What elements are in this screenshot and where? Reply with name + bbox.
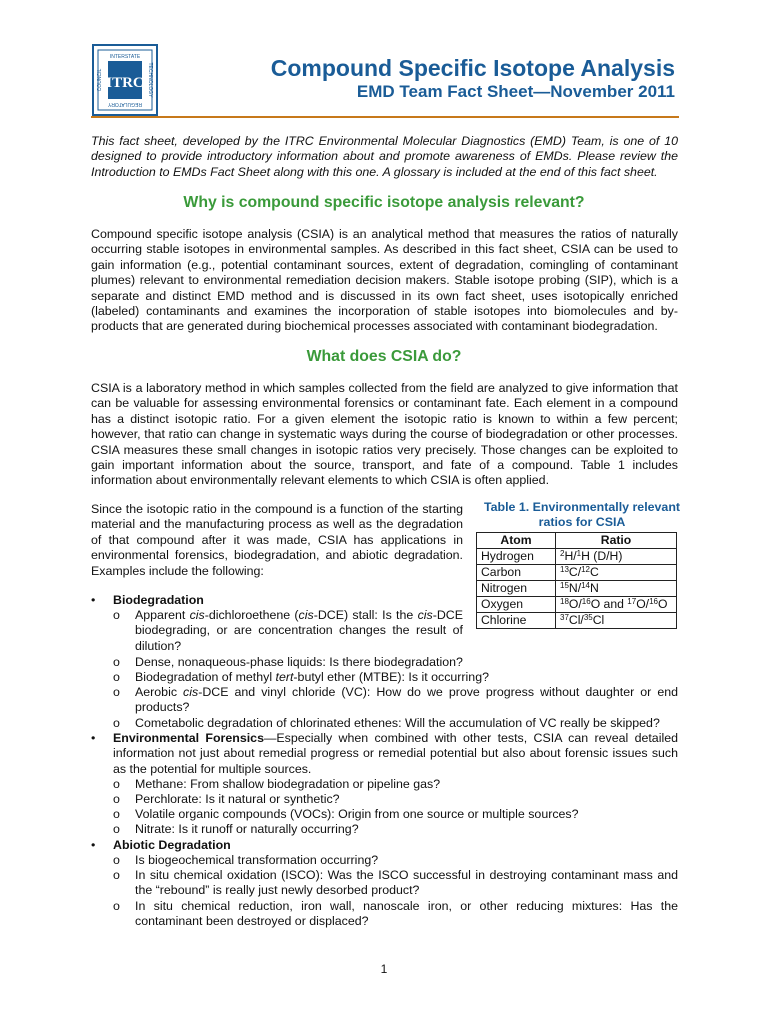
bullet-dot: • xyxy=(91,593,96,607)
intro-paragraph: This fact sheet, developed by the ITRC Environmental Molecular Diagnostics (EMD) Team, is one of 10 designed to provide introductory information about and promote awareness of EMDs. Please review the Introduction to EMDs Fact Sheet along with this one. A glossary is included at the end of this fact sheet. xyxy=(91,134,678,179)
table-row xyxy=(477,565,677,581)
section-what-body: CSIA is a laboratory method in which samples collected from the field are analyzed to give information that can be valuable for assessing environmental forensics or contaminant fate. Each element in a compound has a distinct isotopic ratio. For a given element the isotopic ratio is known to within a few percent; however, that ratio can change in systematic ways during the course of biodegradation or other processes. CSIA measures these small changes in isotopic ratios very precisely. Those changes can be exploited to gain important information about the source, transport, and fate of a compound. Table 1 includes information about environmentally relevant elements to which CSIA is often applied. xyxy=(91,381,678,488)
section-heading-what: What does CSIA do? xyxy=(306,348,462,365)
table-cell-ratio: $^{15}$N/$^{14}$N xyxy=(556,581,677,597)
itrc-logo xyxy=(92,44,158,116)
table-cell-atom: Carbon xyxy=(477,565,556,581)
table-header-ratio: Ratio xyxy=(556,533,677,549)
page-title: Compound Specific Isotope Analysis xyxy=(270,55,675,81)
table-cell-ratio: $^{37}$Cl/$^{35}$Cl xyxy=(556,613,677,629)
isotope-ratio-table xyxy=(476,532,677,629)
table-cell-atom: Oxygen xyxy=(477,597,556,613)
table-cell-ratio: $^{13}$C/$^{12}$C xyxy=(556,565,677,581)
section-what-body2: Since the isotopic ratio in the compound is a function of the starting material and the manufacturing process as well as the degradation of that compound after it was made, CSIA has applications in environmental forensics, biodegradation, and abiotic degradation. Examples include the following: xyxy=(91,502,463,578)
svg-text:COUNCIL: COUNCIL xyxy=(97,68,103,92)
table-cell-atom: Nitrogen xyxy=(477,581,556,597)
section-relevance-body: Compound specific isotope analysis (CSIA) is an analytical method that measures the ratios of naturally occurring stable isotopes in environmental samples. As described in this fact sheet, CSIA can be used to gain information (e.g., potential contaminant sources, extent of degradation, comingling of contaminant plumes) relevant to environmental remediation decision makers. Stable isotope probing (SIP), which is a separate and distinct EMD method and is discussed in its own fact sheet, uses isotopically enriched (labeled) contaminants and examines the incorporation of stable isotopes into biomolecules and by-products that are generated during biochemical processes associated with contaminant biodegradation. xyxy=(91,227,678,334)
svg-text:REGULATORY: REGULATORY xyxy=(108,101,142,107)
table-row xyxy=(477,613,677,629)
table-row xyxy=(477,549,677,565)
svg-text:TECHNOLOGY: TECHNOLOGY xyxy=(147,62,153,98)
table-cell-ratio: $^2$H/$^1$H (D/H) xyxy=(556,549,677,565)
page-subtitle: EMD Team Fact Sheet—November 2011 xyxy=(356,82,675,101)
svg-text:ITRC: ITRC xyxy=(106,75,144,91)
table-header-atom: Atom xyxy=(477,533,556,549)
svg-text:INTERSTATE: INTERSTATE xyxy=(109,54,141,60)
table-cell-ratio: $^{18}$O/$^{16}$O and $^{17}$O/$^{16}$O xyxy=(556,597,677,613)
page-number: 1 xyxy=(380,962,388,976)
table-caption: Table 1. Environmentally relevant ratios for CSIA xyxy=(483,500,681,530)
table-cell-atom: Chlorine xyxy=(477,613,556,629)
bullet-title: Biodegradation xyxy=(113,593,204,607)
header-rule xyxy=(91,116,679,118)
section-heading-relevance: Why is compound specific isotope analysis relevant? xyxy=(183,194,585,211)
table-cell-atom: Hydrogen xyxy=(477,549,556,565)
